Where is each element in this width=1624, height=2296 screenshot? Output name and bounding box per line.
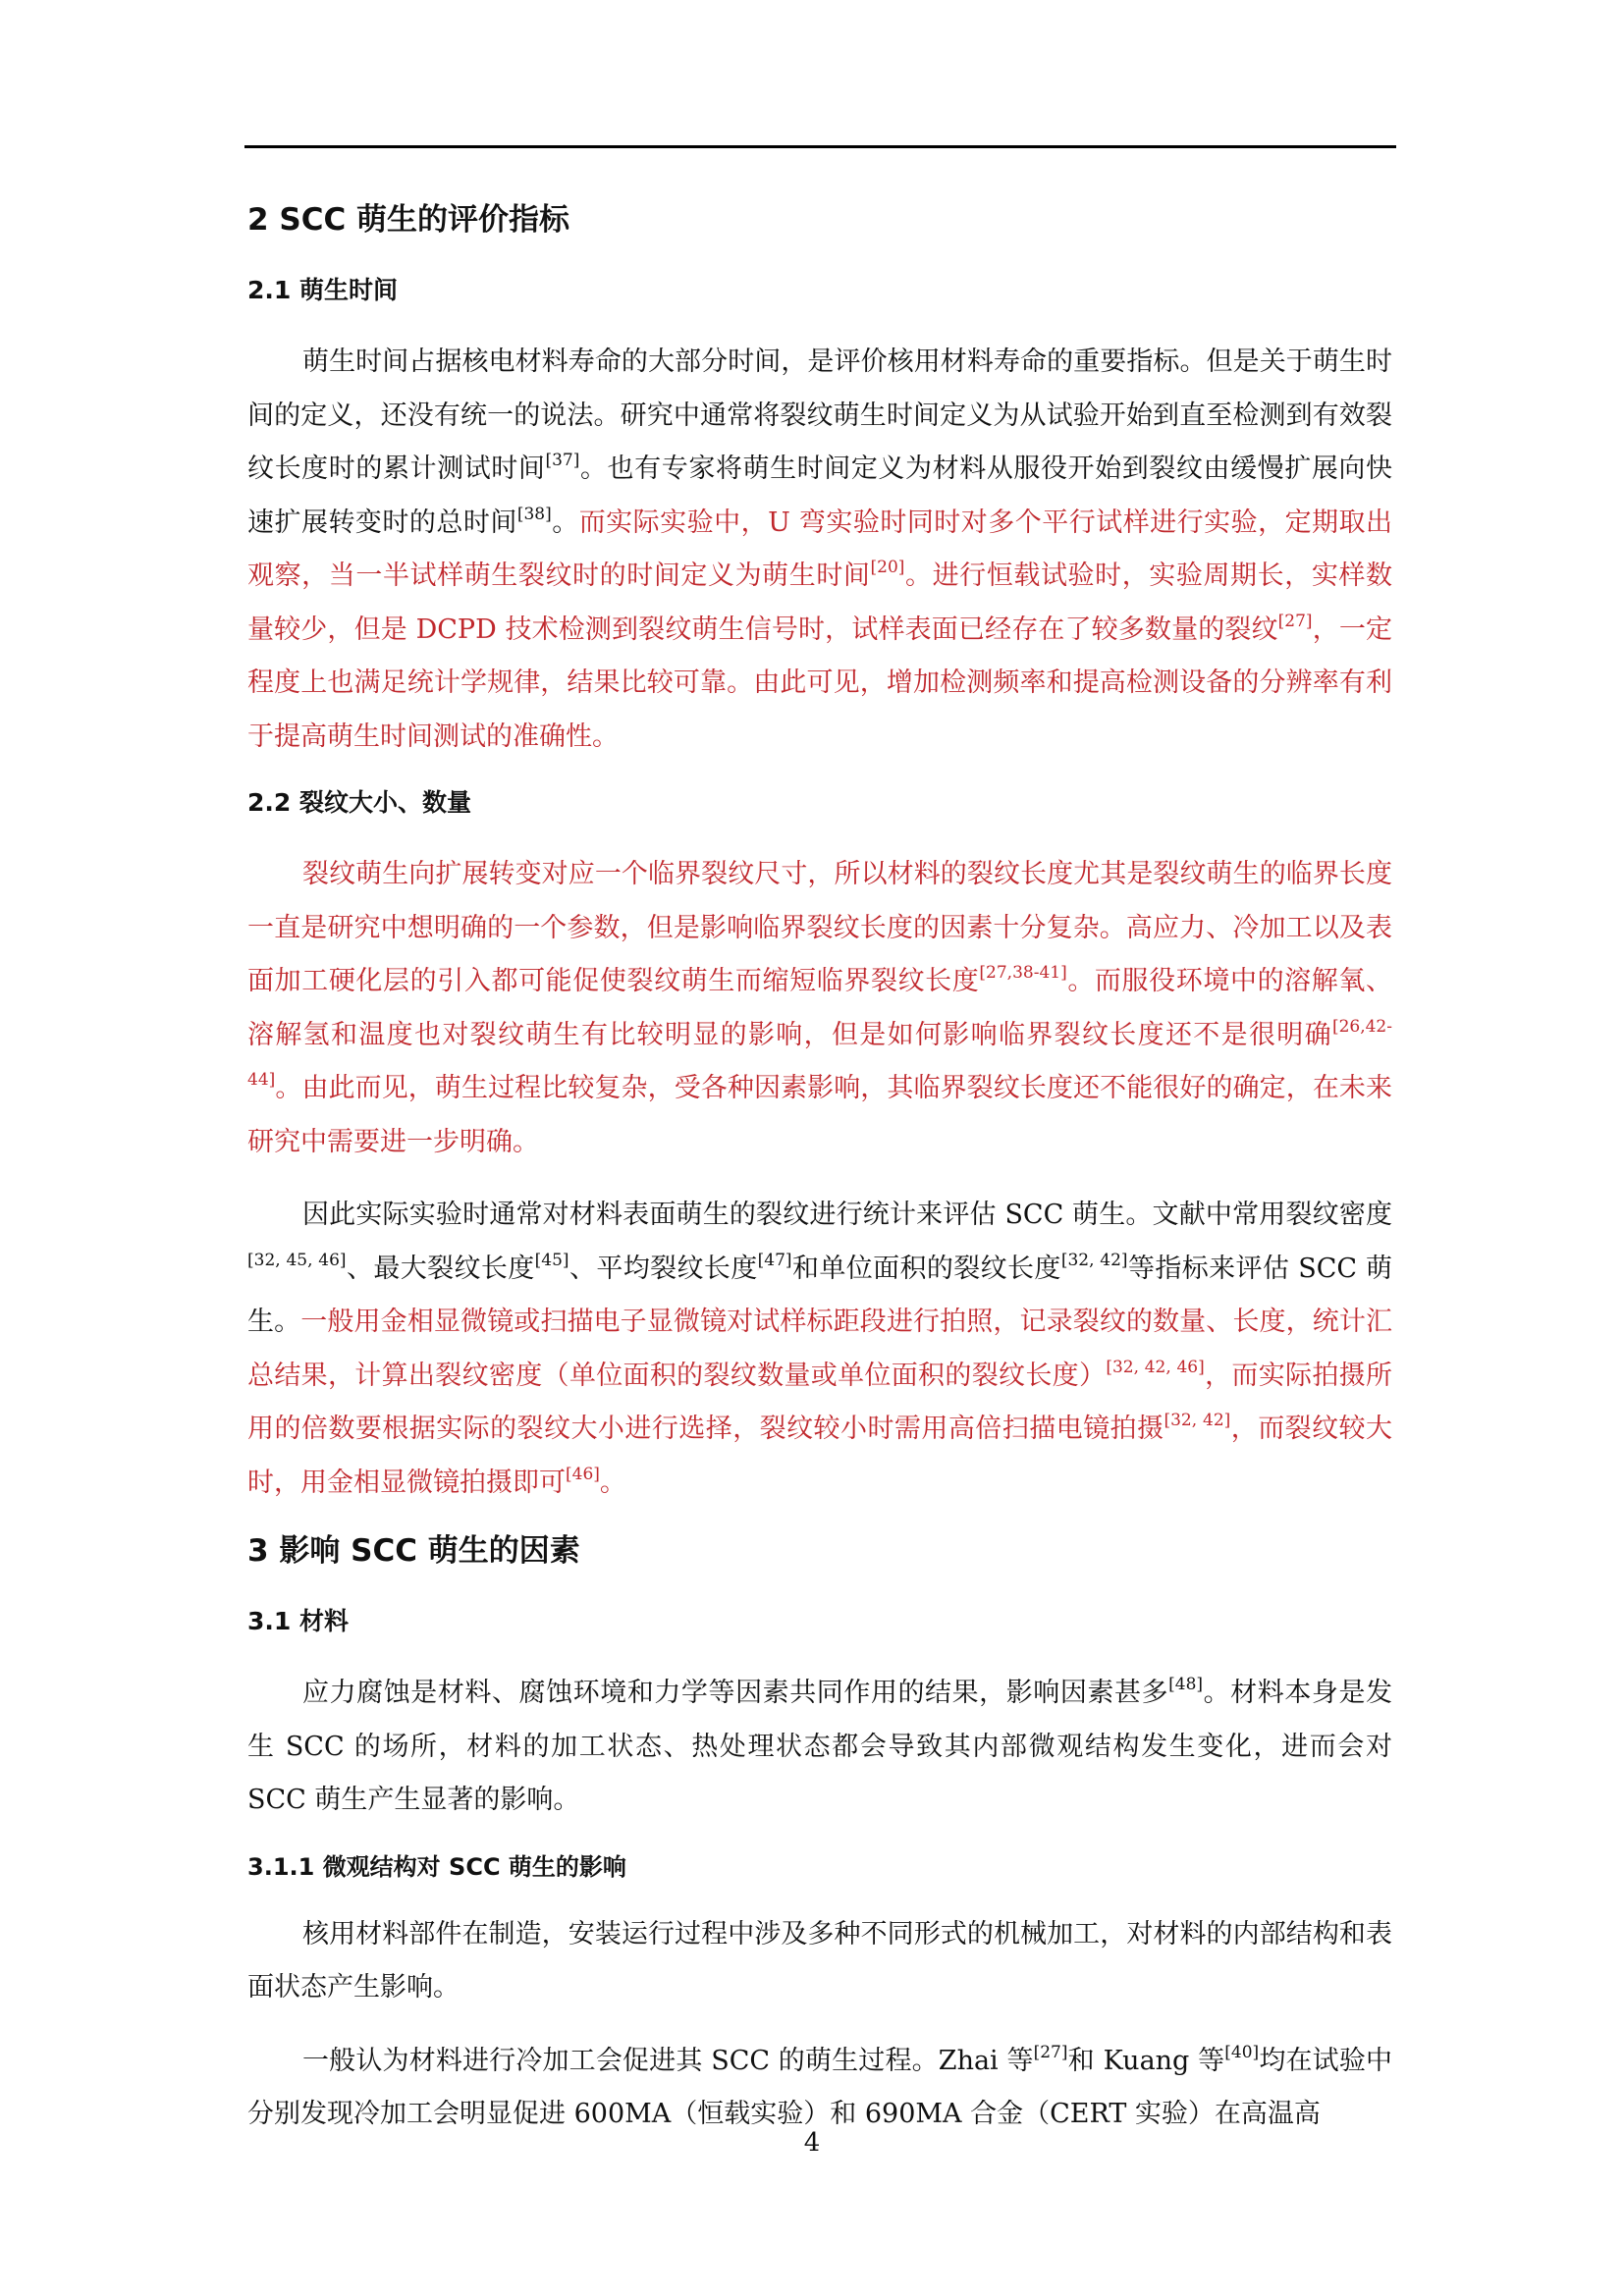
text-run: 等指标来评估 SCC 萌生。: [247, 1253, 1393, 1337]
citation: [32, 42]: [1060, 1250, 1128, 1270]
paragraph-crack-length: [247, 848, 1392, 1169]
text-run: 、最大裂纹长度: [346, 1253, 535, 1284]
text-run: 应力腐蚀是材料、腐蚀环境和力学等因素共同作用的结果，影响因素甚多: [302, 1678, 1169, 1708]
citation: [32, 42]: [1164, 1411, 1231, 1431]
paragraph-crack-statistics: [247, 1189, 1392, 1510]
citation: [40]: [1224, 2042, 1260, 2062]
section-2-2-heading: 2.2 裂纹大小、数量: [247, 788, 471, 817]
citation: [48]: [1168, 1675, 1204, 1695]
highlighted-text: ，而裂纹较大时，用金相显微镜拍摄即可: [247, 1414, 1393, 1498]
citation: [37]: [545, 451, 580, 471]
page-number: 4: [803, 2128, 821, 2158]
highlighted-text: 一般用金相显微镜或扫描电子显微镜对试样标距段进行拍照，记录裂纹的数量、长度，统计汇总结果，计算出裂纹密度（单位面积的裂纹数量或单位面积的裂纹长度）: [247, 1307, 1393, 1391]
citation: [46]: [566, 1464, 600, 1484]
citation: [27]: [1277, 611, 1313, 631]
text-run: 。材料本身是发生 SCC 的场所，材料的加工状态、热处理状态都会导致其内部微观结构发生变化，进而会对 SCC 萌生产生显著的影响。: [247, 1678, 1393, 1815]
section-3-1-1-heading: 3.1.1 微观结构对 SCC 萌生的影响: [247, 1852, 626, 1881]
paragraph-machining: [247, 1908, 1392, 2015]
text-run: 和单位面积的裂纹长度: [791, 1253, 1061, 1284]
highlighted-text: ，而实际拍摄所用的倍数要根据实际的裂纹大小进行选择，裂纹较小时需用高倍扫描电镜拍摄: [247, 1360, 1393, 1444]
citation: [27,38-41]: [979, 963, 1067, 984]
text-run: 萌生时间占据核电材料寿命的大部分时间，是评价核用材料寿命的重要指标。但是关于萌生时间的定义，还没有统一的说法。研究中通常将裂纹萌生时间定义为从试验开始到直至检测到有效裂纹长度时的累计测试时间: [247, 347, 1392, 484]
section-3-1-heading: 3.1 材料: [247, 1607, 349, 1635]
highlighted-text: 裂纹萌生向扩展转变对应一个临界裂纹尺寸，所以材料的裂纹长度尤其是裂纹萌生的临界长度一直是研究中想明确的一个参数，但是影响临界裂纹长度的因素十分复杂。高应力、冷加工以及表面加工硬化层的引入都可能促使裂纹萌生而缩短临界裂纹长度: [247, 859, 1392, 996]
section-2-1-heading: 2.1 萌生时间: [247, 276, 398, 304]
text-run: 。也有专家将萌生时间定义为材料从服役开始到裂纹由缓慢扩展向快速扩展转变时的总时间: [247, 454, 1393, 538]
text-run: 核用材料部件在制造，安装运行过程中涉及多种不同形式的机械加工，对材料的内部结构和表面状态产生影响。: [247, 1918, 1392, 2002]
citation: [47]: [757, 1250, 792, 1270]
citation: [32, 45, 46]: [247, 1250, 347, 1270]
text-run: 一般认为材料进行冷加工会促进其 SCC 的萌生过程。Zhai 等: [302, 2045, 1034, 2076]
citation: [38]: [516, 504, 552, 524]
highlighted-text: 。: [599, 1467, 626, 1498]
paragraph-materials: [247, 1667, 1392, 1828]
text-run: 均在试验中分别发现冷加工会明显促进 600MA（恒载实验）和 690MA 合金（CERT 实验）在高温高: [247, 2045, 1392, 2129]
highlighted-text: 。而服役环境中的溶解氧、溶解氢和温度也对裂纹萌生有比较明显的影响，但是如何影响临界裂纹长度还不是很明确: [247, 966, 1393, 1050]
citation: [32, 42, 46]: [1106, 1357, 1205, 1377]
highlighted-text: 。由此而见，萌生过程比较复杂，受各种因素影响，其临界裂纹长度还不能很好的确定，在未来研究中需要进一步明确。: [247, 1073, 1392, 1157]
highlighted-text: ，一定程度上也满足统计学规律，结果比较可靠。由此可见，增加检测频率和提高检测设备的分辨率有利于提高萌生时间测试的准确性。: [247, 614, 1392, 752]
paragraph-initiation-time: [247, 336, 1392, 764]
citation: [26,42-44]: [247, 1016, 1392, 1091]
citation: [27]: [1033, 2042, 1068, 2062]
citation: [45]: [534, 1250, 569, 1270]
paragraph-cold-work: [247, 2035, 1392, 2142]
text-run: 因此实际实验时通常对材料表面萌生的裂纹进行统计来评估 SCC 萌生。文献中常用裂纹密度: [302, 1200, 1392, 1230]
text-run: 、平均裂纹长度: [568, 1253, 758, 1284]
page-body: [247, 187, 1392, 2162]
text-run: 和 Kuang 等: [1067, 2045, 1225, 2076]
citation: [20]: [870, 558, 905, 578]
highlighted-text: 。进行恒载试验时，实验周期长，实样数量较少，但是 DCPD 技术检测到裂纹萌生信号时，试样表面已经存在了较多数量的裂纹: [247, 561, 1392, 645]
header-rule: [244, 145, 1396, 148]
highlighted-text: 而实际实验中，U 弯实验时同时对多个平行试样进行实验，定期取出观察，当一半试样萌生裂纹时的时间定义为萌生时间: [247, 507, 1393, 591]
section-2-heading: 2 SCC 萌生的评价指标: [247, 202, 569, 238]
text-run: 。: [551, 507, 579, 538]
section-3-heading: 3 影响 SCC 萌生的因素: [247, 1533, 580, 1569]
